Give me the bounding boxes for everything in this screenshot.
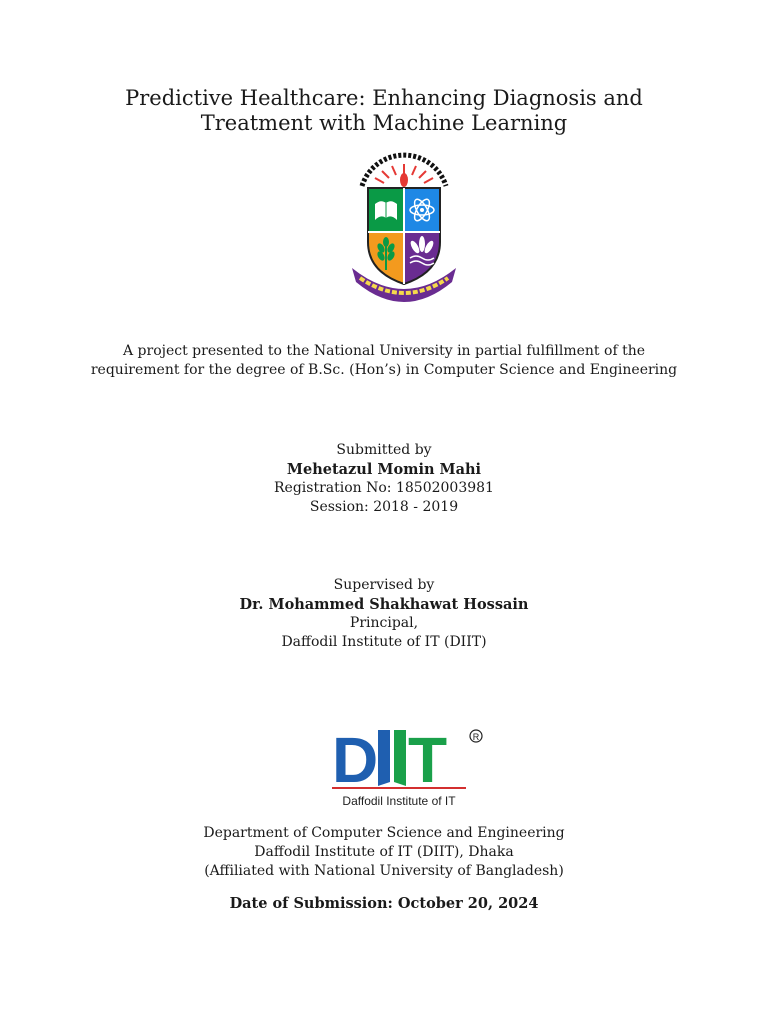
- purpose-line-2: requirement for the degree of B.Sc. (Hon’s) in Computer Science and Engineering: [90, 362, 678, 378]
- supervisor-role: Principal,: [349, 615, 419, 631]
- department-block: [0, 824, 768, 881]
- registered-mark: R: [472, 732, 480, 742]
- purpose-line-1: A project presented to the National University in partial fulfillment of the: [123, 343, 645, 359]
- student-name: Mehetazul Momin Mahi: [286, 461, 482, 478]
- supervised-heading: Supervised by: [333, 577, 435, 593]
- title-line-1: Predictive Healthcare: Enhancing Diagnosis and: [125, 86, 643, 110]
- degree-purpose-statement: [0, 342, 768, 380]
- session: Session: 2018 - 2019: [309, 499, 459, 515]
- national-university-crest-icon: [348, 150, 460, 312]
- thesis-title: [0, 86, 768, 136]
- department-line-3: (Affiliated with National University of Bangladesh): [204, 863, 564, 879]
- diit-wordmark-t: T: [408, 726, 448, 796]
- submitted-by-block: [0, 441, 768, 517]
- supervisor-institute: Daffodil Institute of IT (DIIT): [281, 634, 487, 650]
- department-line-1: Department of Computer Science and Engineering: [203, 825, 565, 841]
- diit-logo-icon: [330, 726, 484, 810]
- department-line-2: Daffodil Institute of IT (DIIT), Dhaka: [254, 844, 514, 860]
- supervisor-name: Dr. Mohammed Shakhawat Hossain: [239, 596, 529, 613]
- diit-wordmark-d: D: [332, 726, 379, 796]
- diit-logo-caption: Daffodil Institute of IT: [342, 794, 456, 808]
- title-line-2: Treatment with Machine Learning: [200, 111, 568, 135]
- submitted-heading: Submitted by: [336, 442, 432, 458]
- supervised-by-block: [0, 576, 768, 652]
- registration-number: Registration No: 18502003981: [274, 480, 494, 496]
- submission-date: Date of Submission: October 20, 2024: [229, 895, 539, 912]
